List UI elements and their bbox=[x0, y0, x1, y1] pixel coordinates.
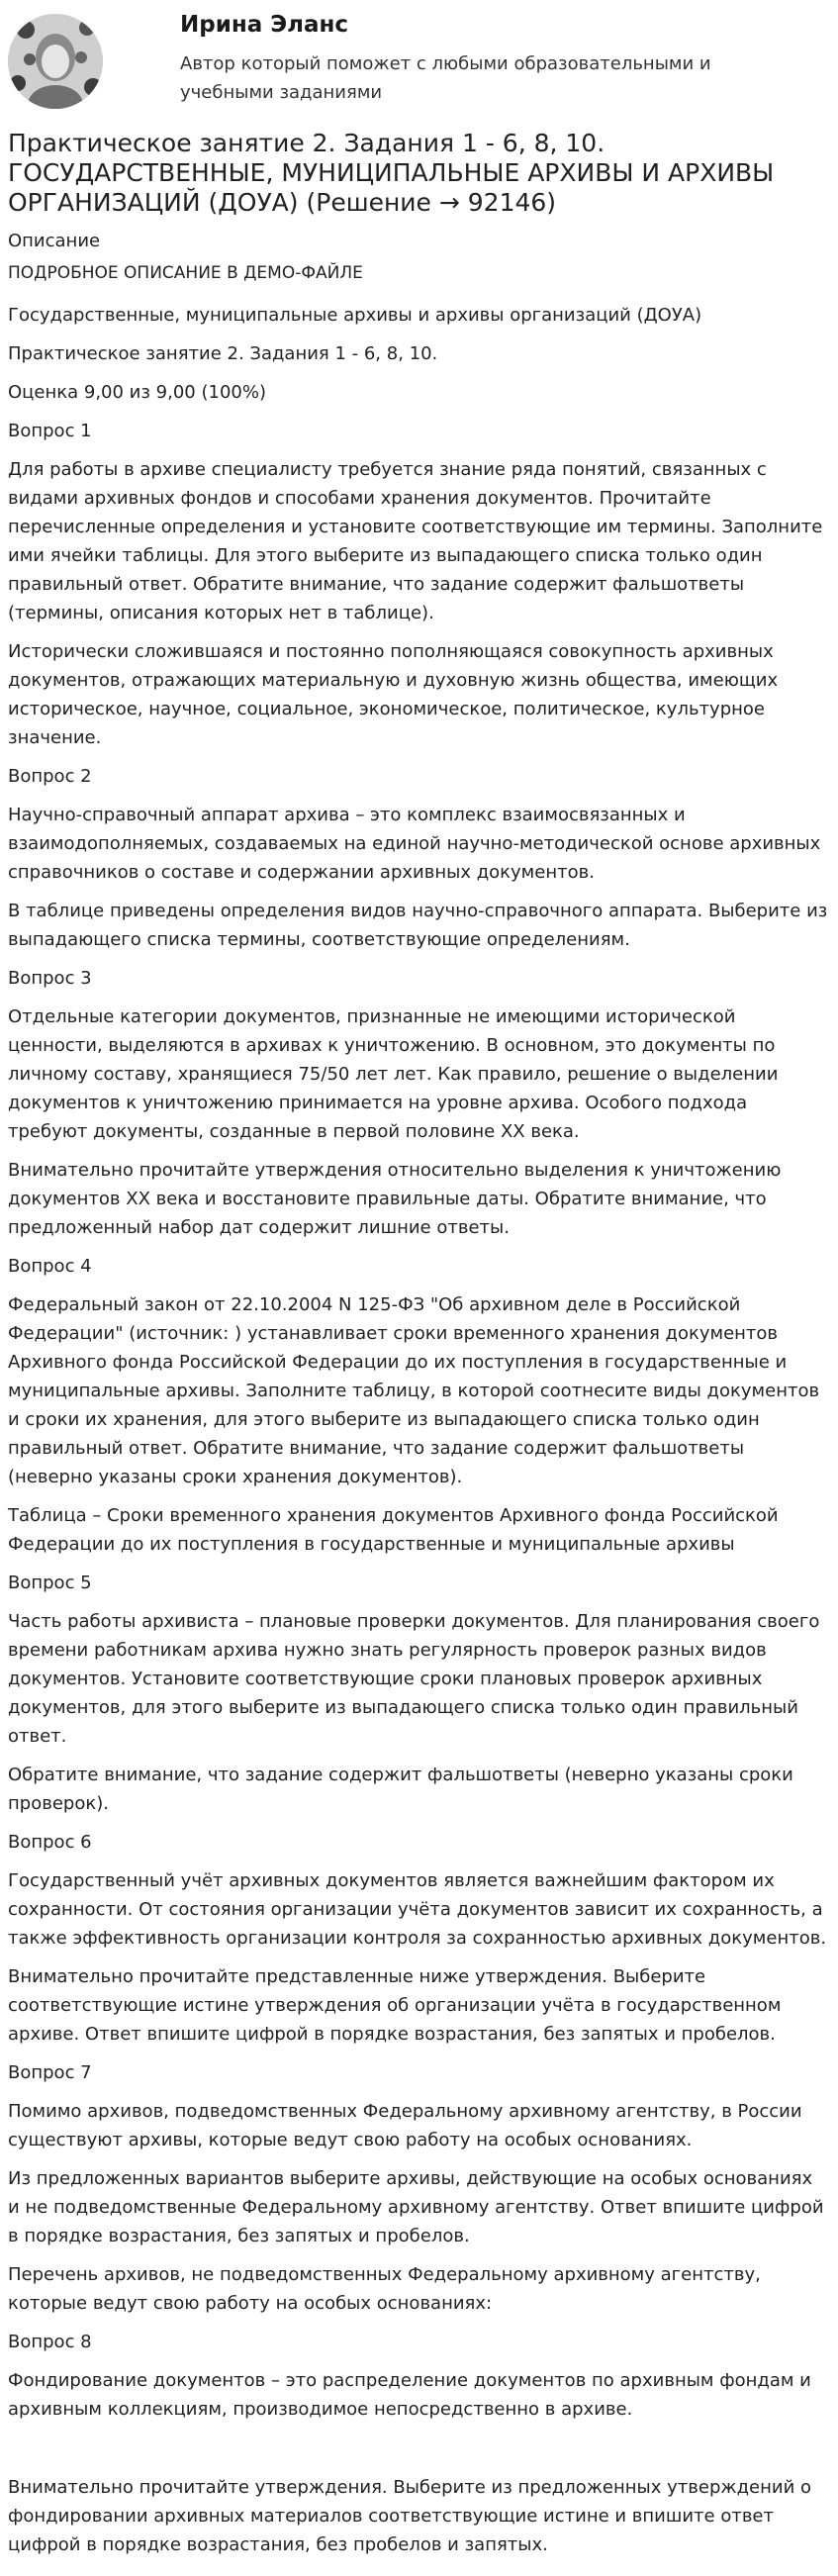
document-title: Практическое занятие 2. Задания 1 - 6, 8, 10. ГОСУДАРСТВЕННЫЕ, МУНИЦИПАЛЬНЫЕ АРХИВЫ И АРХИВЫ ОРГАНИЗАЦИЙ (ДОУА) (Решение → 92146) bbox=[8, 129, 775, 217]
spacer bbox=[8, 2433, 830, 2473]
closing-paragraph: Внимательно прочитайте утверждения. Выберите из предложенных утверждений о фондировании архивных материалов соответствующие истине и впишите ответ цифрой в порядке возрастания, без пробелов и запятых. bbox=[8, 2477, 812, 2555]
question-paragraph: Помимо архивов, подведомственных Федеральному архивному агентству, в России существуют архивы, которые ведут свою работу на особых основаниях. bbox=[8, 2101, 802, 2150]
question-paragraph: Перечень архивов, не подведомственных Федеральному архивному агентству, которые ведут свою работу на особых основаниях: bbox=[8, 2264, 761, 2314]
question-label: Вопрос 2 bbox=[8, 766, 92, 787]
description-subtitle: ПОДРОБНОЕ ОПИСАНИЕ В ДЕМО-ФАЙЛЕ bbox=[8, 263, 363, 283]
question-label: Вопрос 1 bbox=[8, 421, 92, 441]
intro-paragraph: Практическое занятие 2. Задания 1 - 6, 8, 10. bbox=[8, 343, 438, 364]
question-label: Вопрос 3 bbox=[8, 968, 92, 989]
author-description: Автор который поможет с любыми образовательными и учебными заданиями bbox=[180, 53, 711, 103]
question-paragraph: В таблице приведены определения видов научно-справочного аппарата. Выберите из выпадающего списка термины, соответствующие определениям. bbox=[8, 901, 828, 950]
question-label: Вопрос 4 bbox=[8, 1256, 92, 1277]
question-label: Вопрос 8 bbox=[8, 2332, 92, 2352]
question-paragraph: Обратите внимание, что задание содержит фальшответы (неверно указаны сроки проверок). bbox=[8, 1765, 793, 1814]
question-paragraph: Из предложенных вариантов выберите архивы, действующие на особых основаниях и не подведомственные Федеральному архивному агентству. Ответ впишите цифрой в порядке возрастания, без запятых и пробелов. bbox=[8, 2168, 824, 2246]
question-label: Вопрос 6 bbox=[8, 1832, 92, 1853]
question-paragraph: Для работы в архиве специалисту требуется знание ряда понятий, связанных с видами архивных фондов и способами хранения документов. Прочитайте перечисленные определения и установите соответствующие им термины. Заполните ими ячейки таблицы. Для этого выберите из выпадающего списка только один правильный ответ. Обратите внимание, что задание содержит фальшответы (термины, описания которых нет в таблице). bbox=[8, 459, 823, 623]
question-paragraph: Отдельные категории документов, признанные не имеющими исторической ценности, выделяются в архивах к уничтожению. В основном, это документы по личному составу, хранящиеся 75/50 лет лет. Как правило, решение о выделении документов к уничтожению принимается на уровне архива. Особого подхода требуют документы, созданные в первой половине XX века. bbox=[8, 1006, 779, 1142]
question-label: Вопрос 5 bbox=[8, 1573, 92, 1593]
question-paragraph: Фондирование документов – это распределение документов по архивным фондам и архивным коллекциям, производимое непосредственно в архиве. bbox=[8, 2370, 811, 2420]
question-paragraph: Исторически сложившаяся и постоянно пополняющаяся совокупность архивных документов, отражающих материальную и духовную жизнь общества, имеющих историческое, научное, социальное, экономическое, политическое, культурное значение. bbox=[8, 641, 779, 748]
document-content bbox=[0, 129, 838, 2559]
question-paragraph: Часть работы архивиста – плановые проверки документов. Для планирования своего времени работникам архива нужно знать регулярность проверок разных видов документов. Установите соответствующие сроки плановых проверок архивных документов, для этого выберите из выпадающего списка только один правильный ответ. bbox=[8, 1611, 820, 1747]
intro-paragraph: Государственные, муниципальные архивы и архивы организаций (ДОУА) bbox=[8, 305, 702, 326]
question-label: Вопрос 7 bbox=[8, 2062, 92, 2083]
intro-paragraph: Оценка 9,00 из 9,00 (100%) bbox=[8, 382, 266, 403]
avatar[interactable] bbox=[8, 14, 103, 109]
question-paragraph: Таблица – Сроки временного хранения документов Архивного фонда Российской Федерации до их поступления в государственные и муниципальные архивы bbox=[8, 1505, 779, 1555]
question-paragraph: Федеральный закон от 22.10.2004 N 125-ФЗ "Об архивном деле в Российской Федерации" (источник: ) устанавливает сроки временного хранения документов Архивного фонда Российской Федерации до их поступления в государственные и муниципальные архивы. Заполните таблицу, в которой соотнесите виды документов и сроки их хранения, для этого выберите из выпадающего списка только один правильный ответ. Обратите внимание, что задание содержит фальшответы (неверно указаны сроки хранения документов). bbox=[8, 1294, 820, 1487]
avatar-image bbox=[8, 14, 103, 109]
question-paragraph: Научно-справочный аппарат архива – это комплекс взаимосвязанных и взаимодополняемых, создаваемых на единой научно-методической основе архивных справочников о составе и содержании архивных документов. bbox=[8, 805, 821, 883]
description-label: Описание bbox=[8, 231, 101, 251]
question-paragraph: Внимательно прочитайте утверждения относительно выделения к уничтожению документов XX века и восстановите правильные даты. Обратите внимание, что предложенный набор дат содержит лишние ответы. bbox=[8, 1160, 782, 1238]
question-paragraph: Внимательно прочитайте представленные ниже утверждения. Выберите соответствующие истине утверждения об организации учёта в государственном архиве. Ответ впишите цифрой в порядке возрастания, без запятых и пробелов. bbox=[8, 1966, 782, 2045]
author-name[interactable]: Ирина Эланс bbox=[180, 12, 349, 38]
author-card bbox=[0, 0, 838, 129]
question-paragraph: Государственный учёт архивных документов является важнейшим фактором их сохранности. От состояния организации учёта документов зависит их сохранность, а также эффективность организации контроля за сохранностью архивных документов. bbox=[8, 1870, 827, 1949]
